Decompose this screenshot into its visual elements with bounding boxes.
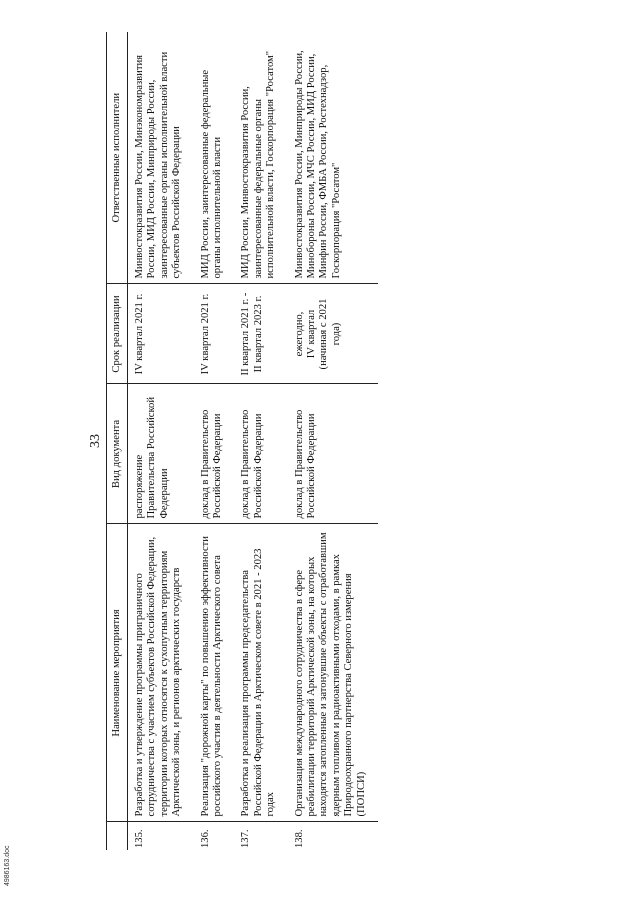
table-row: [234, 32, 287, 850]
row-number: 135.: [134, 829, 145, 848]
term-line: IV квартал 2021 г.: [199, 293, 211, 375]
row-term: [288, 284, 378, 384]
table-header-row: [107, 32, 128, 850]
header-doc-type: Вид документа: [107, 384, 128, 524]
row-executors: МИД России, Минвостокразвития России, заинтересованные федеральные органы исполнительной власти, Госкорпорация "Росатом": [234, 32, 287, 284]
term-line: II квартал 2021 г. -: [240, 292, 252, 376]
row-name: Разработка и утверждение программы приграничного сотрудничества с участием субъектов Российской Федерации, территории которых относятся к сухопутным территориям Арктической зоны, и регионов арктических государств: [128, 524, 194, 822]
page-number: 33: [88, 434, 103, 448]
document-id: 4986163.doc: [4, 845, 11, 886]
term-line: IV квартал 2021 г.: [134, 293, 145, 375]
row-name: Организация международного сотрудничества в сфере реабилитации территорий Арктической зоны, на которых находятся затопленные и затонувшие объекты с отработавшим ядерным топливом и радиоактивными отходами, в рамках Природоохранного партнерства Северного измерения (ПОПСИ): [288, 524, 378, 822]
row-executors: МИД России, заинтересованные федеральные органы исполнительной власти: [194, 32, 235, 284]
header-term: Срок реализации: [107, 284, 128, 384]
row-doc-type: доклад в Правительство Российской Федерации: [194, 384, 235, 524]
table-row: [288, 32, 378, 850]
term-line: (начиная с 2021 года): [318, 298, 342, 370]
row-number: 136.: [199, 829, 211, 848]
row-doc-type: доклад в Правительство Российской Федерации: [234, 384, 287, 524]
measures-table: [106, 32, 378, 850]
row-name: Разработка и реализация программы председательства Российской Федерации в Арктическом совете в 2021 - 2023 годах: [234, 524, 287, 822]
rotated-page: [88, 20, 578, 862]
row-executors: Минвостокразвития России, Минэкономразвития России, МИД России, Минприроды России, заинтересованные органы исполнительной власти субъектов Российской Федерации: [128, 32, 194, 284]
row-term: [234, 284, 287, 384]
header-num: [107, 822, 128, 850]
term-line: II квартал 2023 г.: [252, 295, 264, 373]
term-line: ежегодно,: [293, 311, 305, 357]
row-doc-type: распоряжение Правительства Российской Федерации: [128, 384, 194, 524]
row-name: Реализация "дорожной карты" по повышению эффективности российского участия в деятельности Арктического совета: [194, 524, 235, 822]
row-term: [194, 284, 235, 384]
header-name: Наименование мероприятия: [107, 524, 128, 822]
term-line: IV квартал: [306, 309, 318, 359]
row-executors: Минвостокразвития России, Минприроды России, Минобороны России, МЧС России, МИД России, Минфин России, ФМБА России, Ростехнадзор, Госкорпорация "Росатом": [288, 32, 378, 284]
table-row: [128, 32, 194, 850]
row-doc-type: доклад в Правительство Российской Федерации: [288, 384, 378, 524]
header-executors: Ответственные исполнители: [107, 32, 128, 284]
row-number: 137.: [240, 829, 252, 848]
table-row: [194, 32, 235, 850]
row-term: [128, 284, 194, 384]
row-number: 138.: [293, 829, 305, 848]
